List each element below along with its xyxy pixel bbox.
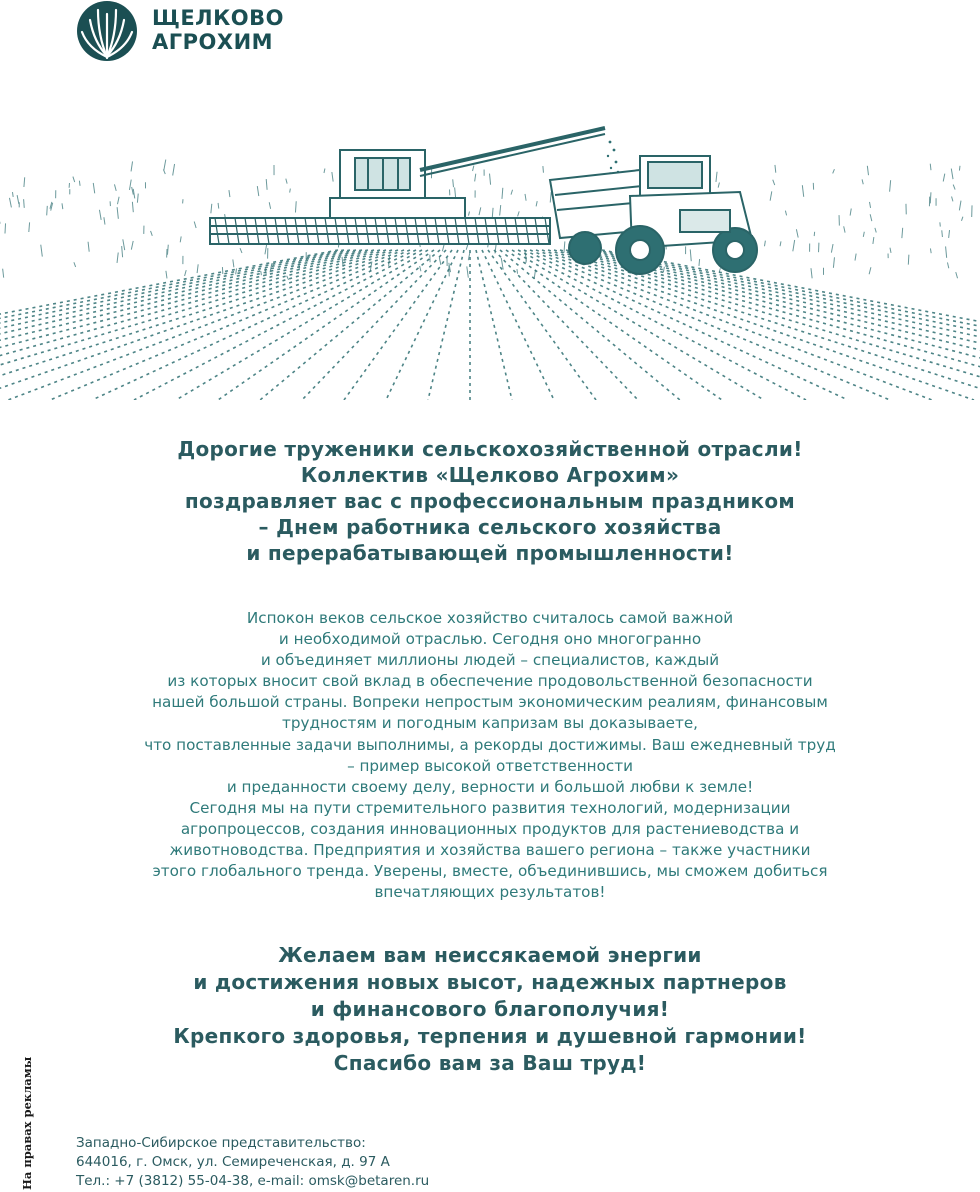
body-line: из которых вносит свой вклад в обеспечение продовольственной безопасности xyxy=(167,672,813,691)
grass-blade xyxy=(166,271,167,279)
grass-blade xyxy=(197,264,198,273)
grass-blade xyxy=(173,164,175,176)
body-line: впечатляющих результатов! xyxy=(374,883,606,902)
grass-blade xyxy=(959,166,960,171)
grass-blade xyxy=(12,192,13,197)
grass-blade xyxy=(420,266,421,271)
phone-email: Тел.: +7 (3812) 55-04-38, e-mail: omsk@betaren.ru xyxy=(76,1173,430,1189)
grass-blade xyxy=(699,259,700,266)
body-line: – пример высокой ответственности xyxy=(347,756,633,775)
body-line: Сегодня мы на пути стремительного развития технологий, модернизации xyxy=(189,798,791,817)
wishes-line: Спасибо вам за Ваш труд! xyxy=(333,1051,647,1075)
grass-blade xyxy=(180,236,181,242)
field-row-line xyxy=(476,250,512,400)
body-line: и необходимой отраслью. Сегодня оно многогранно xyxy=(278,630,702,649)
grass-blade xyxy=(951,169,953,180)
grass-blade xyxy=(342,257,343,267)
grass-blade xyxy=(870,202,871,208)
field-row-line xyxy=(92,250,416,400)
grass-blade xyxy=(468,212,469,216)
field-row-line xyxy=(554,250,980,400)
grass-blade xyxy=(332,172,333,181)
grass-blade xyxy=(517,269,518,274)
office-address: 644016, г. Омск, ул. Семиреченская, д. 97 А xyxy=(76,1154,390,1170)
grass-blade xyxy=(890,180,891,191)
brand-line-1: ЩЕЛКОВО xyxy=(152,6,285,30)
greeting-line: и перерабатывающей промышленности! xyxy=(246,541,734,565)
grass-blade xyxy=(811,268,812,278)
grass-blade xyxy=(502,188,503,199)
contact-info xyxy=(76,1134,429,1191)
grass-blade xyxy=(890,248,891,253)
body-paragraph xyxy=(60,608,920,903)
grass-blade xyxy=(867,166,868,175)
field-row-line xyxy=(602,250,980,400)
grass-blade xyxy=(764,241,765,247)
combine-harvester xyxy=(210,128,605,244)
grass-blade xyxy=(511,190,512,195)
grass-blade xyxy=(117,252,118,262)
grass-blade xyxy=(773,180,775,185)
body-line: и объединяет миллионы людей – специалистов, каждый xyxy=(260,651,720,670)
grass-blade xyxy=(79,181,80,186)
grass-blade xyxy=(525,194,526,201)
field-row-line xyxy=(560,250,980,400)
grass-blade xyxy=(690,249,691,261)
grass-blade xyxy=(473,166,474,171)
grass-blade xyxy=(780,241,781,246)
grass-blade xyxy=(5,223,6,233)
grass-blade xyxy=(793,240,795,251)
greeting-line: поздравляет вас с профессиональным праздником xyxy=(184,489,796,513)
grass-blade xyxy=(62,203,63,209)
field-row-line xyxy=(0,250,344,400)
grass-blade xyxy=(123,239,125,250)
grass-blade xyxy=(908,255,909,265)
greeting-line: Коллектив «Щелково Агрохим» xyxy=(300,463,680,487)
grass-blade xyxy=(873,237,874,244)
grass-blade xyxy=(943,174,945,182)
tractor-with-trailer xyxy=(550,156,757,274)
field-row-line xyxy=(0,250,362,400)
grass-blade xyxy=(266,179,267,190)
field-row-line xyxy=(176,250,428,400)
grass-blade xyxy=(88,242,89,252)
grass-blade xyxy=(41,245,43,257)
grass-blade xyxy=(24,199,25,208)
grass-blade xyxy=(240,248,242,253)
grass-blade xyxy=(114,184,116,191)
brand-name xyxy=(152,6,284,54)
grass-blade xyxy=(718,183,719,188)
body-line: этого глобального тренда. Уверены, вместе, объединившись, мы сможем добиться xyxy=(152,862,828,881)
grass-blade xyxy=(453,179,454,187)
grass-blade xyxy=(122,246,123,257)
body-line: Испокон веков сельское хозяйство считалось самой важной xyxy=(246,609,734,627)
body-line: что поставленные задачи выполнимы, а рекорды достижимы. Ваш ежедневный труд xyxy=(144,735,836,754)
grass-blade xyxy=(518,211,520,216)
grass-blade xyxy=(862,179,863,184)
grass-blade xyxy=(833,257,834,267)
grass-blade xyxy=(287,276,289,280)
grass-blade xyxy=(831,244,833,253)
grass-blade xyxy=(961,217,962,221)
grass-blade xyxy=(550,192,551,202)
grass-blade xyxy=(132,202,133,212)
grass-blade xyxy=(29,222,30,232)
greeting-heading xyxy=(90,436,890,566)
grass-blade xyxy=(74,262,76,267)
grass-blade xyxy=(952,197,953,202)
field-row-line xyxy=(8,250,404,400)
field-row-line xyxy=(500,250,680,400)
field-rows xyxy=(0,250,980,400)
field-row-line xyxy=(0,250,392,400)
grass-blade xyxy=(796,229,798,237)
grass-blade xyxy=(236,268,237,274)
leaf-sun-icon xyxy=(76,0,138,62)
grass-blade xyxy=(117,197,119,204)
grass-blade xyxy=(3,269,4,278)
body-line: и преданности своему делу, верности и большой любви к земле! xyxy=(226,777,754,796)
grass-blade xyxy=(455,187,456,197)
grass-blade xyxy=(47,206,48,215)
grass-blade xyxy=(324,169,325,173)
field-row-line xyxy=(50,250,410,400)
grass-blade xyxy=(902,228,903,238)
grass-blade xyxy=(211,204,212,213)
grass-blade xyxy=(261,271,262,275)
grass-blade xyxy=(870,214,872,221)
field-row-line xyxy=(488,250,596,400)
brand-line-2: АГРОХИМ xyxy=(152,30,274,54)
grass-blade xyxy=(269,202,270,209)
grass-blade xyxy=(850,208,851,215)
grass-blade xyxy=(265,243,267,254)
grass-blade xyxy=(104,217,105,224)
grass-blade xyxy=(185,270,187,276)
grass-blade xyxy=(875,228,876,233)
harvest-illustration xyxy=(0,110,980,400)
greeting-line: Дорогие труженики сельскохозяйственной отрасли! xyxy=(177,437,803,461)
grass-blade xyxy=(131,161,132,171)
grass-blade xyxy=(802,185,803,197)
body-line: агропроцессов, создания инновационных продуктов для растениеводства и xyxy=(180,819,800,838)
field-row-line xyxy=(596,250,980,400)
grass-blade xyxy=(863,232,864,237)
grass-blade xyxy=(564,241,565,252)
office-name: Западно-Сибирское представительство: xyxy=(76,1135,366,1151)
grass-blade xyxy=(930,248,931,253)
field-row-line xyxy=(530,250,890,400)
grass-blade xyxy=(233,259,234,267)
grain-stream xyxy=(607,141,620,174)
grass-blade xyxy=(229,190,230,197)
grass-blade xyxy=(663,267,664,272)
grass-blade xyxy=(131,241,133,250)
grass-blade xyxy=(99,210,101,220)
body-line: трудностям и погодным капризам вы доказываете, xyxy=(281,714,699,733)
grass-blade xyxy=(785,211,786,216)
grass-blade xyxy=(953,185,955,190)
grass-blade xyxy=(467,266,469,277)
grass-blade xyxy=(151,231,153,236)
grass-blade xyxy=(946,246,947,257)
body-line: нашей большой страны. Вопреки непростым экономическим реалиям, финансовым xyxy=(152,693,828,712)
grass-blade xyxy=(716,172,717,182)
grass-blade xyxy=(137,194,138,203)
grass-blade xyxy=(475,174,476,182)
grass-blade xyxy=(164,160,166,171)
grass-blade xyxy=(942,230,943,237)
brand-logo xyxy=(76,0,306,64)
grass-blade xyxy=(439,258,441,266)
grass-blade xyxy=(534,270,535,279)
grass-blade xyxy=(93,183,94,193)
field-row-line xyxy=(0,250,386,400)
grass-blade xyxy=(286,179,287,184)
body-line: животноводства. Предприятия и хозяйства вашего региона – также участники xyxy=(169,841,811,860)
grass-blade xyxy=(295,201,296,212)
grass-blade xyxy=(290,189,291,193)
grass-blade xyxy=(167,245,168,255)
wishes-line: Крепкого здоровья, терпения и душевной гармонии! xyxy=(173,1024,807,1048)
grass-blade xyxy=(117,207,118,219)
grass-blade xyxy=(9,198,11,208)
field-row-line xyxy=(524,250,848,400)
grass-blade xyxy=(442,245,444,252)
field-row-line xyxy=(428,250,464,400)
grass-blade xyxy=(869,267,871,274)
field-row-line xyxy=(344,250,452,400)
field-row-line xyxy=(0,250,374,400)
field-row-line xyxy=(548,250,980,400)
advertisement-note: На правах рекламы xyxy=(20,1056,34,1190)
grass-blade xyxy=(490,174,491,185)
grass-blade xyxy=(479,207,481,215)
greeting-line: – Днем работника сельского хозяйства xyxy=(258,515,722,539)
grass-blade xyxy=(855,254,856,261)
grass-blade xyxy=(129,180,131,190)
grass-blade xyxy=(24,177,25,187)
grass-blade xyxy=(956,272,958,278)
grass-blade xyxy=(775,165,776,173)
field-row-line xyxy=(482,250,554,400)
grass-blade xyxy=(947,262,948,268)
grass-blade xyxy=(218,203,219,209)
grass-blade xyxy=(17,195,19,204)
wishes-line: Желаем вам неиссякаемой энергии xyxy=(278,943,702,967)
field-row-line xyxy=(260,250,440,400)
grass-blade xyxy=(959,201,961,211)
grass-blade xyxy=(930,192,931,203)
grass-blade xyxy=(930,164,931,171)
field-row-line xyxy=(386,250,458,400)
wishes-line: и достижения новых высот, надежных партнеров xyxy=(193,970,787,994)
grass-blade xyxy=(949,230,950,238)
grass-blade xyxy=(770,191,772,200)
grass-blade xyxy=(536,201,537,206)
grass-blade xyxy=(844,226,845,232)
field-row-line xyxy=(542,250,974,400)
grass-blade xyxy=(543,166,544,173)
grass-blade xyxy=(833,169,835,173)
wishes-block xyxy=(90,942,890,1077)
wishes-line: и финансового благополучия! xyxy=(310,997,670,1021)
grass-blade xyxy=(257,186,258,196)
grass-blade xyxy=(500,205,501,215)
grass-blade xyxy=(389,256,390,266)
grass-blade xyxy=(194,222,196,229)
grass-blade xyxy=(73,177,75,182)
